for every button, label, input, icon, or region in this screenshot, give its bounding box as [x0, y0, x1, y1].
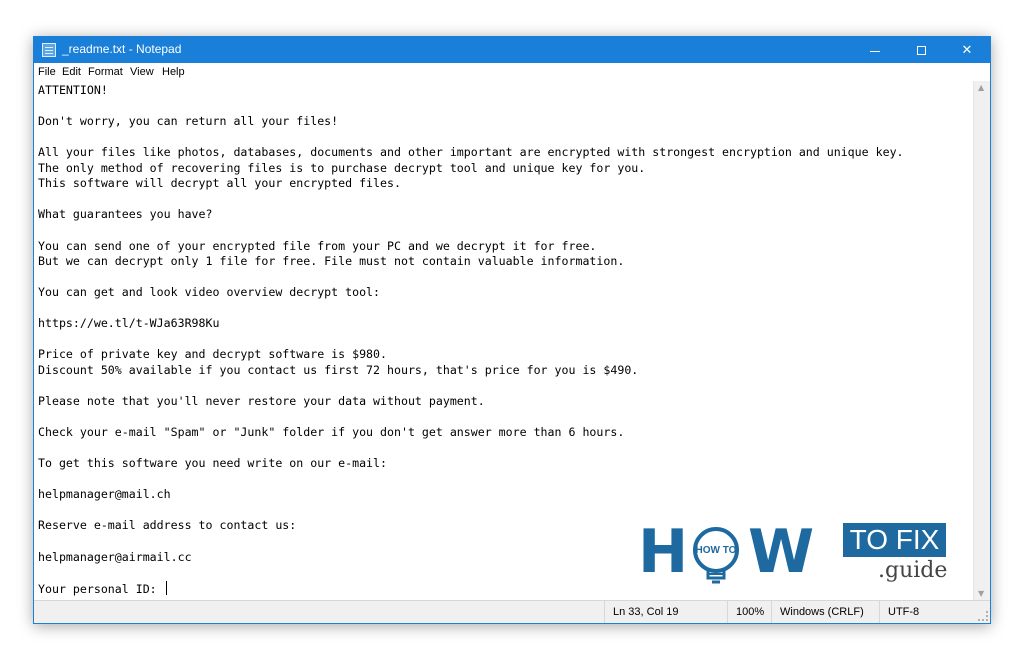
text-line: Your personal ID: — [38, 581, 167, 596]
text-line: You can send one of your encrypted file from your PC and we decrypt it for free. — [38, 238, 597, 253]
scroll-up-icon[interactable]: ▲ — [978, 83, 985, 92]
text-line: What guarantees you have? — [38, 207, 213, 222]
text-line: Price of private key and decrypt software is $980. — [38, 347, 388, 362]
text-line: Discount 50% available if you contact us first 72 hours, that's price for you is $490. — [38, 362, 639, 377]
scroll-down-icon[interactable]: ▼ — [978, 589, 985, 598]
close-button[interactable] — [944, 37, 990, 63]
encoding: UTF-8 — [879, 601, 989, 623]
cursor-position: Ln 33, Col 19 — [604, 601, 727, 623]
text-line: This software will decrypt all your encrypted files. — [38, 176, 401, 191]
text-line: The only method of recovering files is to purchase decrypt tool and unique key for you. — [38, 160, 646, 175]
line-endings: Windows (CRLF) — [771, 601, 879, 623]
menu-view[interactable]: View — [130, 66, 154, 78]
menu-format[interactable]: Format — [88, 66, 123, 78]
logo-bulb-text: HOW TO — [695, 545, 737, 556]
menu-help[interactable]: Help — [162, 66, 185, 78]
logo-letter-w: W — [748, 517, 815, 587]
minimize-button[interactable] — [852, 37, 898, 63]
text-line: ATTENTION! — [38, 83, 108, 97]
text-line: https://we.tl/t-WJa63R98Ku — [38, 316, 220, 331]
title-bar[interactable] — [34, 37, 990, 63]
logo-letter-h: H — [638, 517, 689, 587]
text-line: All your files like photos, databases, documents and other important are encrypted with strongest encryption and unique key. — [38, 145, 904, 160]
status-bar — [34, 600, 990, 623]
notepad-icon — [42, 43, 56, 57]
logo-to-fix: TO FIX — [843, 523, 946, 557]
menu-bar — [34, 63, 990, 81]
text-line: You can get and look video overview decrypt tool: — [38, 285, 381, 300]
text-line: Please note that you'll never restore your data without payment. — [38, 394, 485, 408]
text-line: helpmanager@mail.ch — [38, 487, 171, 502]
vertical-scrollbar[interactable] — [973, 81, 990, 600]
text-line: Don't worry, you can return all your files! — [38, 114, 339, 129]
menu-file[interactable]: File — [38, 66, 56, 78]
text-line: Reserve e-mail address to contact us: — [38, 518, 297, 533]
howtofix-logo — [638, 517, 948, 590]
text-line: Check your e-mail "Spam" or "Junk" folder if you don't get answer more than 6 hours. — [38, 425, 625, 440]
maximize-icon — [917, 46, 926, 55]
logo-guide: .guide — [878, 558, 948, 583]
resize-grip-icon[interactable] — [978, 611, 988, 621]
maximize-button[interactable] — [898, 37, 944, 63]
menu-edit[interactable]: Edit — [62, 66, 81, 78]
text-line: To get this software you need write on our e-mail: — [38, 456, 388, 471]
lightbulb-icon — [688, 524, 744, 584]
text-caret — [166, 581, 167, 595]
minimize-icon — [870, 51, 880, 52]
close-icon: ✕ — [961, 42, 973, 58]
window-title: _readme.txt - Notepad — [62, 42, 182, 56]
text-line: But we can decrypt only 1 file for free. File must not contain valuable information. — [38, 254, 625, 269]
text-line: helpmanager@airmail.cc — [38, 549, 192, 564]
zoom-level: 100% — [727, 601, 771, 623]
